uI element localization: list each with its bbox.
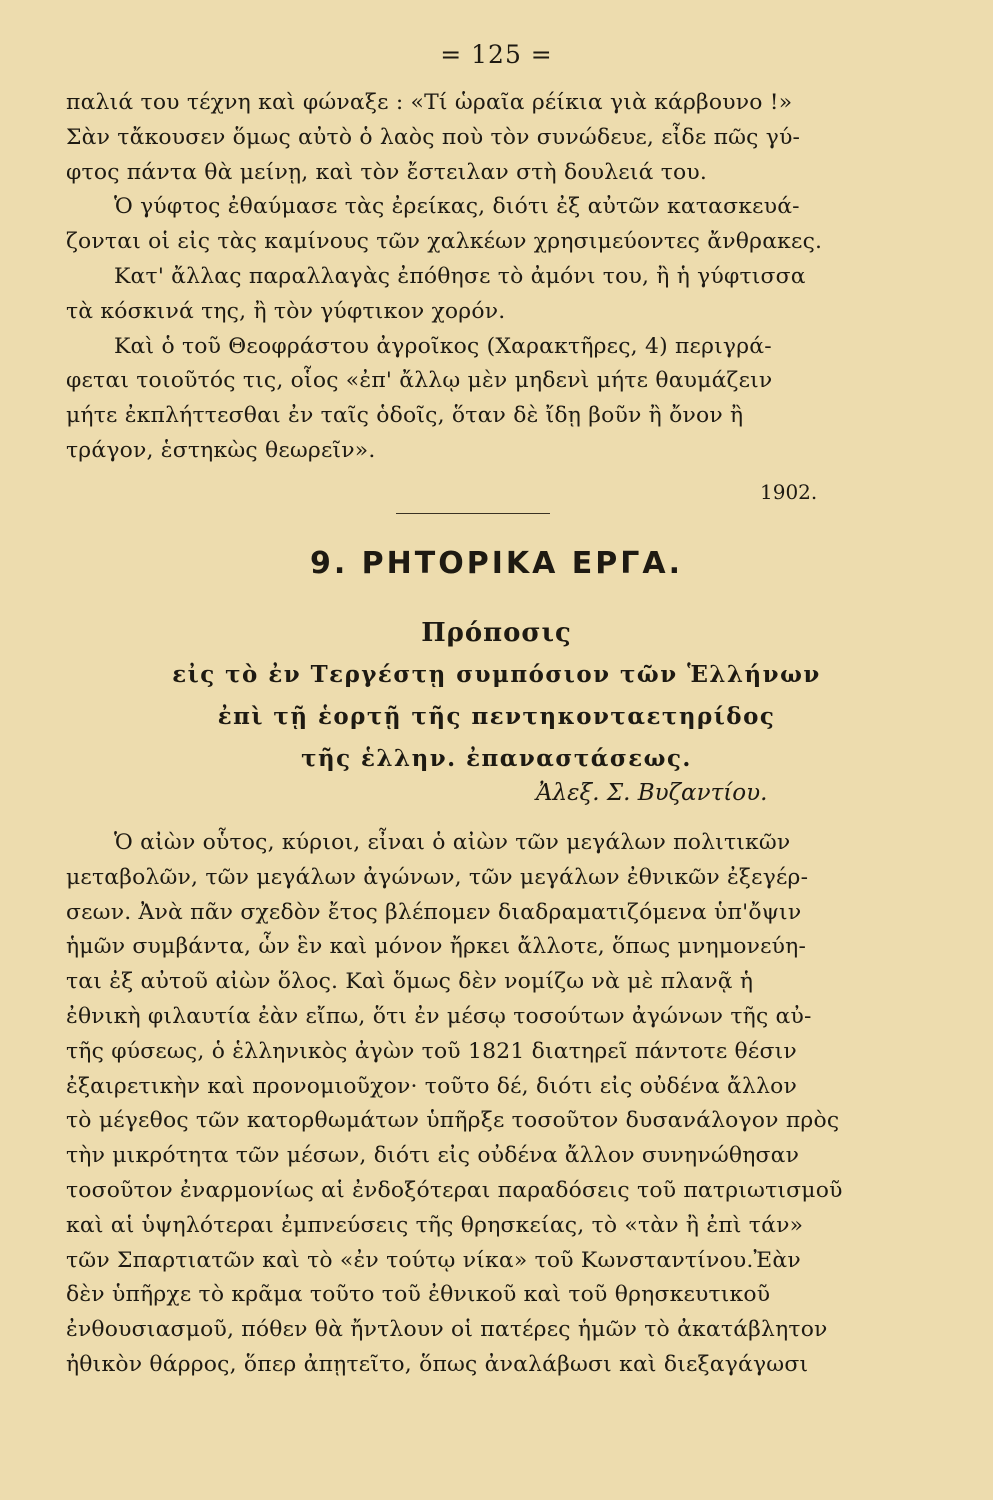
date-signature: 1902. [760, 480, 818, 504]
text-line: τῆς φύσεως, ὁ ἑλληνικὸς ἀγὼν τοῦ 1821 διατηρεῖ πάντοτε θέσιν [66, 1038, 797, 1064]
page-number: = 125 = [440, 40, 553, 69]
text-line: ἐξαιρετικὴν καὶ προνομιοῦχον· τοῦτο δέ, διότι εἰς οὐδένα ἄλλον [66, 1073, 798, 1099]
text-line: φεται τοιοῦτός τις, οἷος «ἐπ' ἄλλῳ μὲν μηδενὶ μήτε θαυμάζειν [66, 368, 773, 394]
text-line: φτος πάντα θὰ μείνῃ, καὶ τὸν ἔστειλαν στὴ δουλειά του. [66, 159, 708, 185]
text-line: ἐθνικὴ φιλαυτία ἐὰν εἴπω, ὅτι ἐν μέσῳ τοσούτων ἀγώνων τῆς αὐ- [66, 1003, 812, 1029]
text-line: ἠθικὸν θάρρος, ὅπερ ἀπῃτεῖτο, ὅπως ἀναλάβωσι καὶ διεξαγάγωσι [66, 1351, 809, 1377]
text-line: τοσοῦτον ἐναρμονίως αἱ ἐνδοξότεραι παραδόσεις τοῦ πατριωτισμοῦ [66, 1177, 843, 1203]
text-line: σεων. Ἀνὰ πᾶν σχεδὸν ἔτος βλέπομεν διαδραματιζόμενα ὑπ'ὄψιν [66, 899, 802, 925]
title-line: εἰς τὸ ἐν Τεργέστῃ συμπόσιον τῶν Ἑλλήνων [172, 661, 821, 688]
text-line: τράγον, ἑστηκὼς θεωρεῖν». [66, 437, 376, 463]
author-name: Ἀλεξ. Σ. Βυζαντίου. [536, 780, 768, 806]
title-line: Πρόποσις [421, 618, 572, 648]
section-heading: 9. ΡΗΤΟΡΙΚΑ ΕΡΓΑ. [309, 546, 684, 581]
top-paragraphs [66, 86, 872, 469]
title-line: ἐπὶ τῇ ἑορτῇ τῆς πεντηκονταετηρίδος [217, 703, 776, 730]
text-line: Σὰν τἄκουσεν ὅμως αὐτὸ ὁ λαὸς ποὺ τὸν συνώδευε, εἶδε πῶς γύ- [66, 124, 801, 150]
text-line: Κατ' ἄλλας παραλλαγὰς ἐπόθησε τὸ ἀμόνι του, ἢ ἡ γύφτισσα [114, 263, 806, 289]
text-line: τὰ κόσκινά της, ἢ τὸν γύφτικον χορόν. [66, 298, 506, 324]
text-line: ζονται οἱ εἰς τὰς καμίνους τῶν χαλκέων χρησιμεύοντες ἄνθρακες. [66, 229, 823, 255]
text-line: μεταβολῶν, τῶν μεγάλων ἀγώνων, τῶν μεγάλων ἐθνικῶν ἐξεγέρ- [66, 864, 809, 890]
text-line: παλιά του τέχνη καὶ φώναξε : «Τί ὡραῖα ρέίκια γιὰ κάρβουνο !» [66, 90, 793, 115]
text-line: ἐνθουσιασμοῦ, πόθεν θὰ ἤντλουν οἱ πατέρες ἡμῶν τὸ ἀκατάβλητον [66, 1317, 828, 1343]
text-line: τὸ μέγεθος τῶν κατορθωμάτων ὑπῆρξε τοσοῦτον δυσανάλογον πρὸς [66, 1108, 840, 1134]
text-line: μήτε ἐκπλήττεσθαι ἐν ταῖς ὁδοῖς, ὅταν δὲ ἴδῃ βοῦν ἢ ὄνον ἢ [66, 403, 744, 429]
title-line: τῆς ἑλλην. ἐπαναστάσεως. [301, 745, 692, 772]
text-line: ται ἐξ αὐτοῦ αἰὼν ὅλος. Καὶ ὅμως δὲν νομίζω νὰ μὲ πλανᾷ ἡ [66, 969, 754, 995]
text-line: ἡμῶν συμβάντα, ὧν ἓν καὶ μόνον ἤρκει ἄλλοτε, ὅπως μνημονεύη- [66, 934, 807, 960]
text-line: Ὁ γύφτος ἐθαύμασε τὰς ἐρείκας, διότι ἐξ αὐτῶν κατασκευά- [114, 194, 800, 220]
text-line: τὴν μικρότητα τῶν μέσων, διότι εἰς οὐδένα ἄλλον συνηνώθησαν [66, 1143, 800, 1169]
body-text [66, 826, 872, 1383]
section-divider [396, 513, 550, 514]
speech-title [0, 612, 993, 780]
text-line: καὶ αἱ ὑψηλότεραι ἐμπνεύσεις τῆς θρησκείας, τὸ «τὰν ἢ ἐπὶ τάν» [66, 1212, 804, 1238]
text-line: τῶν Σπαρτιατῶν καὶ τὸ «ἐν τούτῳ νίκα» τοῦ Κωνσταντίνου.Ἐὰν [66, 1247, 801, 1273]
text-line: Ὁ αἰὼν οὗτος, κύριοι, εἶναι ὁ αἰὼν τῶν μεγάλων πολιτικῶν [114, 830, 791, 855]
text-line: Καὶ ὁ τοῦ Θεοφράστου ἀγροῖκος (Χαρακτῆρες, 4) περιγρά- [114, 333, 772, 359]
text-line: δὲν ὑπῆρχε τὸ κρᾶμα τοῦτο τοῦ ἐθνικοῦ καὶ τοῦ θρησκευτικοῦ [66, 1282, 771, 1308]
